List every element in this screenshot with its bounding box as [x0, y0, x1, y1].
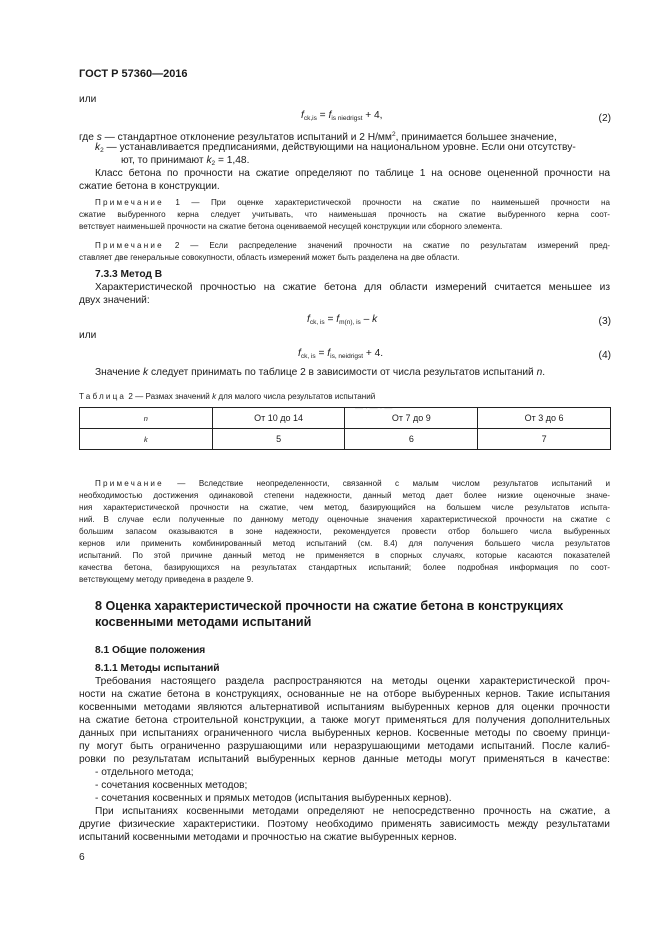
document-header: ГОСТ Р 57360—2016: [79, 68, 188, 80]
note-1-line-1: Примечание 1 — При оценке характеристической прочности на сжатие по наименьшей прочности на: [95, 198, 610, 207]
formula-2-number: (2): [598, 113, 611, 124]
section-8-final-line-2: другие физические характеристики. Поэтому необходимо применять зависимость между результатами: [79, 819, 610, 830]
section-8-title-line-2: косвенными методами испытаний: [95, 615, 312, 629]
section-8-para-line-7: ровки по результатам испытаний выбуренных кернов данные методы могут применяться в качестве:: [79, 754, 610, 765]
formula-4: $f_{ck, is} = f_{is, neidrigst} + 4$.: [298, 348, 384, 360]
table-cell: От 10 до 14: [212, 408, 345, 429]
where-line-3: ют, то принимают $k_2 = 1,48$.: [121, 155, 250, 167]
section-8-para-line-2: ности на сжатие бетона в конструкциях, основанные не на отборе выбуренных кернов. Такие испытания: [79, 689, 610, 700]
class-paragraph-line-2: сжатие бетона в конструкции.: [79, 181, 220, 192]
note-2-line-1: Примечание 2 — Если распределение значений прочности на сжатие по результатам измерений пред-: [95, 241, 610, 250]
note-3-line-4: ний. В случае если полученные по данному методу оценочные значения характеристической прочности на сжатие с: [79, 515, 610, 524]
table-cell: От 3 до 6: [478, 408, 611, 429]
where-line-2: $k_2$ — устанавливается предписаниями, действующими на национальном уровне. Если они отсутству-: [95, 142, 576, 154]
note-2-line-2: ставляет две генеральные совокупности, область измерений может быть разделена на две области.: [79, 253, 460, 262]
table-cell-n-label: n: [80, 408, 213, 429]
table-cell-k-label: k: [80, 429, 213, 450]
list-item: - отдельного метода;: [95, 767, 194, 778]
table-row-n: [80, 408, 611, 429]
section-8-para-line-1: Требования настоящего раздела распространяются на методы оценки характеристической проч-: [95, 676, 610, 687]
note-3-line-2: необходимостью достижения одинаковой степени надежности, данный метод дает более низкие оценочные значе-: [79, 491, 610, 500]
list-item: - сочетания косвенных и прямых методов (испытания выбуренных кернов).: [95, 793, 452, 804]
note-1-line-3: ветствует наименьшей прочности на сжатие бетона оцениваемой несущей конструкции или сборного элемента.: [79, 222, 503, 231]
section-8-para-line-5: данных при испытаниях ограниченного числа выбуренных кернов. Косвенные методы по своему принци-: [79, 728, 610, 739]
formula-3: $f_{ck, is} = f_{m(n), is} - k$: [307, 314, 378, 326]
table-2: [79, 407, 611, 450]
table-cell: 6: [345, 429, 478, 450]
method-b-line-2: двух значений:: [79, 295, 150, 306]
table-row-k: [80, 429, 611, 450]
note-3-line-5: большим запасом оказываются в зоне надежности, рекомендуется провести отбор большего числа выбуренных: [79, 527, 610, 536]
or-label: или: [79, 94, 97, 105]
section-8-title-line-1: 8 Оценка характеристической прочности на сжатие бетона в конструкциях: [95, 599, 564, 613]
note-3-line-6: кернов или применить комбинированный метод испытаний (см. 8.4) для получения большего числа результатов: [79, 539, 610, 548]
section-8-para-line-3: косвенными методами являются альтернативой испытаниям выбуренных кернов для оценки прочности: [79, 702, 610, 713]
table-cell: 5: [212, 429, 345, 450]
section-8-1-heading: 8.1 Общие положения: [95, 645, 206, 656]
method-b-heading: 7.3.3 Метод В: [95, 269, 163, 280]
section-8-final-line-1: При испытаниях косвенными методами определяют не непосредственно прочность на сжатие, а: [95, 806, 610, 817]
table-cell: 7: [478, 429, 611, 450]
list-item: - сочетания косвенных методов;: [95, 780, 248, 791]
section-8-para-line-6: пу могут быть ограниченно разрушающими или неразрушающими методами испытаний. После калиб-: [79, 741, 610, 752]
note-3-line-1: Примечание — Вследствие неопределенности, связанной с малым числом результатов испытаний и: [95, 479, 610, 488]
method-b-line-1: Характеристической прочностью на сжатие бетона для области измерений считается меньшее из: [95, 282, 610, 293]
section-8-para-line-4: на сжатие бетона строительной конструкции, а также могут применяться для получения дополнительных: [79, 715, 610, 726]
formula-4-number: (4): [598, 350, 611, 361]
formula-3-number: (3): [598, 316, 611, 327]
note-3-line-8: качества бетона, базирующихся на результатах стандартных испытаний; более подробная информация по соот-: [79, 563, 610, 572]
formula-2: $f_{ck,is} = f_{is niedrigst} + 4$,: [301, 110, 383, 122]
page-number: 6: [79, 852, 85, 863]
table-cell: От 7 до 9: [345, 408, 478, 429]
table-2-caption: Таблица 2 — Размах значений k для малого числа результатов испытаний: [79, 392, 376, 401]
section-8-final-line-3: испытаний косвенными методами и прочностью на сжатие выбуренных кернов.: [79, 832, 457, 843]
where-line-1: где s — стандартное отклонение результатов испытаний и 2 $Н/мм^2$, принимается большее значение,: [79, 131, 557, 143]
note-1-line-2: сжатие выбуренного керна следует учитывать, что наименьшая прочность на сжатие выбуренного керна соот-: [79, 210, 610, 219]
section-8-1-1-heading: 8.1.1 Методы испытаний: [95, 663, 220, 674]
watermark: —·—·—: [355, 404, 395, 413]
note-3-line-3: ния характеристической прочности на сжатие, чем метод, базирующийся на большем числе результатов испыта-: [79, 503, 610, 512]
note-3-line-7: испытаний. По этой причине данный метод не применяется в спорных случаях, которые касаются показателей: [79, 551, 610, 560]
note-3-line-9: ветствующему методу приведена в разделе 9.: [79, 575, 254, 584]
or-label-2: или: [79, 330, 97, 341]
class-paragraph-line-1: Класс бетона по прочности на сжатие определяют по таблице 1 на основе оцененной прочности на: [95, 168, 610, 179]
k-value-line: Значение k следует принимать по таблице 2 в зависимости от числа результатов испытаний n.: [95, 367, 546, 378]
